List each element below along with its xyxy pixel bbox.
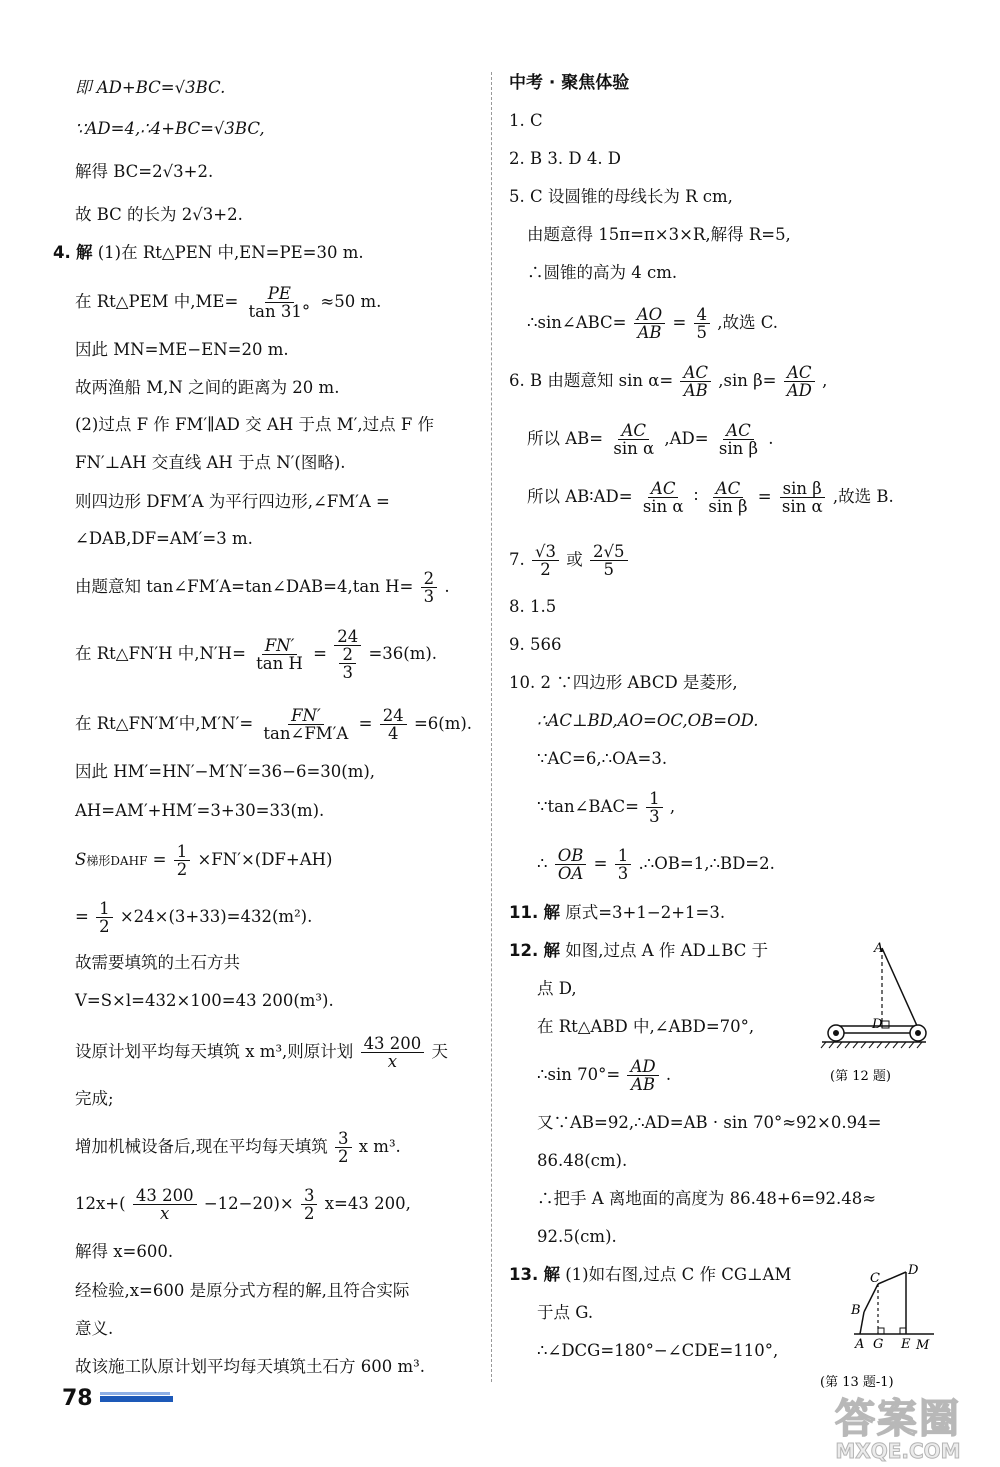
line: 解得 BC=2√3+2. <box>75 162 214 181</box>
fraction: $\frac{1}{3}$ <box>615 847 632 882</box>
figure-caption: (第 12 题) <box>830 1069 891 1084</box>
point-label: C <box>870 1271 880 1286</box>
line: 故 BC 的长为 2√3+2. <box>75 205 243 224</box>
answer: 1. C <box>509 111 543 130</box>
fraction: $\frac{1}{3}$ <box>646 790 663 825</box>
line: V=S×l=432×100=43 200(m³). <box>75 991 334 1010</box>
fraction: $\frac{AD}{AB}$ <box>627 1058 658 1093</box>
point-label: E <box>901 1337 911 1352</box>
line: 设原计划平均每天填筑 x m³,则原计划 $\frac{43 200}{x}$ 天 <box>75 1034 449 1071</box>
line: ∴sin 70°= $\frac{AD}{AB}$ . <box>537 1057 672 1094</box>
point-label: A <box>855 1337 865 1352</box>
fraction: $\frac{FN'}{\text{tan H}}$ <box>256 636 303 673</box>
fraction: $\frac{AC}{\text{sin β}}$ <box>708 479 748 516</box>
segment-cd <box>878 1272 906 1284</box>
fraction: $\frac{43 200}{x}$ <box>361 1035 425 1070</box>
point-label: D <box>872 1017 883 1032</box>
line: 增加机械设备后,现在平均每天填筑 $\frac{3}{2}$ x m³. <box>75 1129 401 1166</box>
line: 故该施工队原计划平均每天填筑土石方 600 m³. <box>75 1357 425 1376</box>
answer: 6. B 由题意知 sin α= $\frac{AC}{AB}$ ,sin β= $\frac{AC}{AD}$ , <box>509 363 828 400</box>
question-number: 4. <box>53 243 71 262</box>
fraction: $\frac{PE}{\tan 31^\circ}$ <box>248 284 311 321</box>
line: 在 Rt△FN′H 中,N′H= $\frac{FN'}{\text{tan H}}$ = $\frac{24}{\frac{2}{3}}$ =36(m). <box>75 627 438 682</box>
line: 在 Rt△FN′M′中,M′N′= $\frac{FN'}{\tan\angle FM'A}$ = $\frac{24}{4}$ =6(m). <box>75 706 473 743</box>
fraction: $\frac{OB}{OA}$ <box>555 847 587 882</box>
point-label: M <box>916 1338 930 1353</box>
line: ∵AD=4,∴4+BC=√3BC, <box>75 119 265 138</box>
line: AH=AM′+HM′=3+30=33(m). <box>75 801 325 820</box>
line: 86.48(cm). <box>537 1151 628 1170</box>
footer-bar <box>100 1396 173 1402</box>
answer: 12. 解 如图,过点 A 作 AD⊥BC 于 <box>509 941 769 960</box>
line: 又∵AB=92,∴AD=AB · sin 70°≈92×0.94= <box>537 1113 882 1132</box>
line: ∴∠DCG=180°−∠CDE=110°, <box>537 1341 779 1360</box>
line: ∴圆锥的高为 4 cm. <box>527 263 678 282</box>
line: 所以 AB= $\frac{AC}{\text{sin α}}$ ,AD= $\frac{AC}{\text{sin β}}$ . <box>527 421 774 458</box>
line: ∴ $\frac{OB}{OA}$ = $\frac{1}{3}$ .∴OB=1,∴BD=2. <box>537 846 775 883</box>
line: 因此 MN=ME−EN=20 m. <box>75 340 289 359</box>
watermark <box>803 1398 993 1464</box>
fraction: $\frac{24}{4}$ <box>380 707 407 742</box>
answer: 8. 1.5 <box>509 597 557 616</box>
line: S梯形DAHF = $\frac{1}{2}$ ×FN′×(DF+AH) <box>75 842 333 879</box>
fraction: $\frac{2}{3}$ <box>421 570 438 605</box>
line: = $\frac{1}{2}$ ×24×(3+33)=432(m²). <box>75 899 313 936</box>
page-number: 78 <box>62 1386 93 1411</box>
fraction: $\frac{AC}{AB}$ <box>680 364 711 399</box>
point-label: B <box>851 1303 861 1318</box>
line: 92.5(cm). <box>537 1227 617 1246</box>
line: ∵AC=6,∴OA=3. <box>537 749 668 768</box>
fraction: $\frac{1}{2}$ <box>96 900 113 935</box>
line: 12x+( $\frac{43 200}{x}$ −12−20)× $\frac{3}{2}$ x=43 200, <box>75 1186 411 1223</box>
handle-line <box>882 948 918 1028</box>
fraction: $\frac{AC}{\text{sin β}}$ <box>718 421 759 458</box>
answer: 11. 解 原式=3+1−2+1=3. <box>509 903 726 922</box>
right-angle <box>878 1328 884 1334</box>
wheel-hub <box>833 1030 839 1036</box>
line: 由题意知 tan∠FM′A=tan∠DAB=4,tan H= $\frac{2}{3}$ . <box>75 569 450 606</box>
figure-caption: (第 13 题-1) <box>820 1375 894 1390</box>
fraction: $\frac{FN'}{\tan\angle FM'A}$ <box>263 706 349 743</box>
line: 由题意得 15π=π×3×R,解得 R=5, <box>527 225 791 244</box>
line: (1)在 Rt△PEN 中,EN=PE=30 m. <box>97 243 364 262</box>
fraction: $\frac{3}{2}$ <box>301 1187 318 1222</box>
fraction: $\frac{AC}{\text{sin α}}$ <box>613 421 655 458</box>
figure-13 <box>820 1262 938 1402</box>
fraction: $\frac{43 200}{x}$ <box>133 1187 197 1222</box>
right-angle <box>882 1021 889 1028</box>
segment-bc <box>864 1284 878 1312</box>
fraction: $\frac{4}{5}$ <box>694 306 711 341</box>
answer: 9. 566 <box>509 635 562 654</box>
watermark-text: 答案圈 <box>835 1396 961 1442</box>
line: 因此 HM′=HN′−M′N′=36−6=30(m), <box>75 762 376 781</box>
question-4 <box>53 242 364 264</box>
point-label: D <box>908 1263 919 1278</box>
point-label: A <box>874 941 884 956</box>
wheel-hub <box>915 1030 921 1036</box>
footer-bar-light <box>100 1392 170 1395</box>
line: 所以 AB∶AD= $\frac{AC}{\text{sin α}}$ ∶ $\frac{AC}{\text{sin β}}$ = $\frac{\text{sin β}}{\text{sin α}}$ ,故选 B. <box>527 479 894 516</box>
column-divider <box>491 72 492 1382</box>
line: ∴AC⊥BD,AO=OC,OB=OD. <box>537 711 759 730</box>
segment-ab <box>860 1312 864 1334</box>
point-label: G <box>873 1337 884 1352</box>
line: 于点 G. <box>537 1303 594 1322</box>
answer: 10. 2 ∵四边形 ABCD 是菱形, <box>509 673 738 692</box>
solution-label: 解 <box>76 243 93 262</box>
fraction: $\frac{AO}{AB}$ <box>634 306 665 341</box>
line: 在 Rt△PEM 中,ME= $\frac{PE}{\tan 31^\circ}$ ≈50 m. <box>75 284 382 321</box>
line: 点 D, <box>537 979 577 998</box>
line: ∠DAB,DF=AM′=3 m. <box>75 529 253 548</box>
right-angle <box>900 1328 906 1334</box>
line: FN′⊥AH 交直线 AH 于点 N′(图略). <box>75 453 346 472</box>
fraction: $\frac{AC}{AD}$ <box>784 364 815 399</box>
fraction: $\frac{3}{2}$ <box>335 1130 352 1165</box>
line: ∵tan∠BAC= $\frac{1}{3}$ , <box>537 789 676 826</box>
watermark-url: MXQE.COM <box>835 1439 961 1463</box>
fraction: $\frac{2√5}{5}$ <box>590 543 628 578</box>
fraction: $\frac{AC}{\text{sin α}}$ <box>642 479 684 516</box>
answer: 5. C 设圆锥的母线长为 R cm, <box>509 187 733 206</box>
line: 经检验,x=600 是原分式方程的解,且符合实际 <box>75 1281 410 1300</box>
section-heading: 中考 · 聚焦体验 <box>509 73 630 93</box>
answer: 13. 解 (1)如右图,过点 C 作 CG⊥AM <box>509 1265 792 1284</box>
answer: 2. B 3. D 4. D <box>509 149 622 168</box>
line: 则四边形 DFM′A 为平行四边形,∠FM′A = <box>75 492 390 511</box>
fraction: $\frac{1}{2}$ <box>174 843 191 878</box>
line: 即 AD+BC=√3BC. <box>75 78 226 97</box>
fraction: $\frac{\text{sin β}}{\text{sin α}}$ <box>779 480 826 515</box>
line: 故两渔船 M,N 之间的距离为 20 m. <box>75 378 340 397</box>
line: ∴sin∠ABC= $\frac{AO}{AB}$ = $\frac{4}{5}$ ,故选 C. <box>527 305 779 342</box>
answer: 7. $\frac{√3}{2}$ 或 $\frac{2√5}{5}$ <box>509 543 630 578</box>
line: 解得 x=600. <box>75 1242 174 1261</box>
line: 意义. <box>75 1319 114 1338</box>
line: 在 Rt△ABD 中,∠ABD=70°, <box>537 1017 755 1036</box>
line: (2)过点 F 作 FM′∥AD 交 AH 于点 M′,过点 F 作 <box>75 415 435 434</box>
figure-12 <box>818 936 930 1086</box>
ground-hatch <box>821 1042 922 1048</box>
fraction: $\frac{24}{\frac{2}{3}}$ <box>334 628 361 681</box>
line: 完成; <box>75 1089 114 1108</box>
line: ∴把手 A 离地面的高度为 86.48+6=92.48≈ <box>537 1189 877 1208</box>
fraction: $\frac{√3}{2}$ <box>532 543 559 578</box>
line: 故需要填筑的土石方共 <box>75 953 240 972</box>
